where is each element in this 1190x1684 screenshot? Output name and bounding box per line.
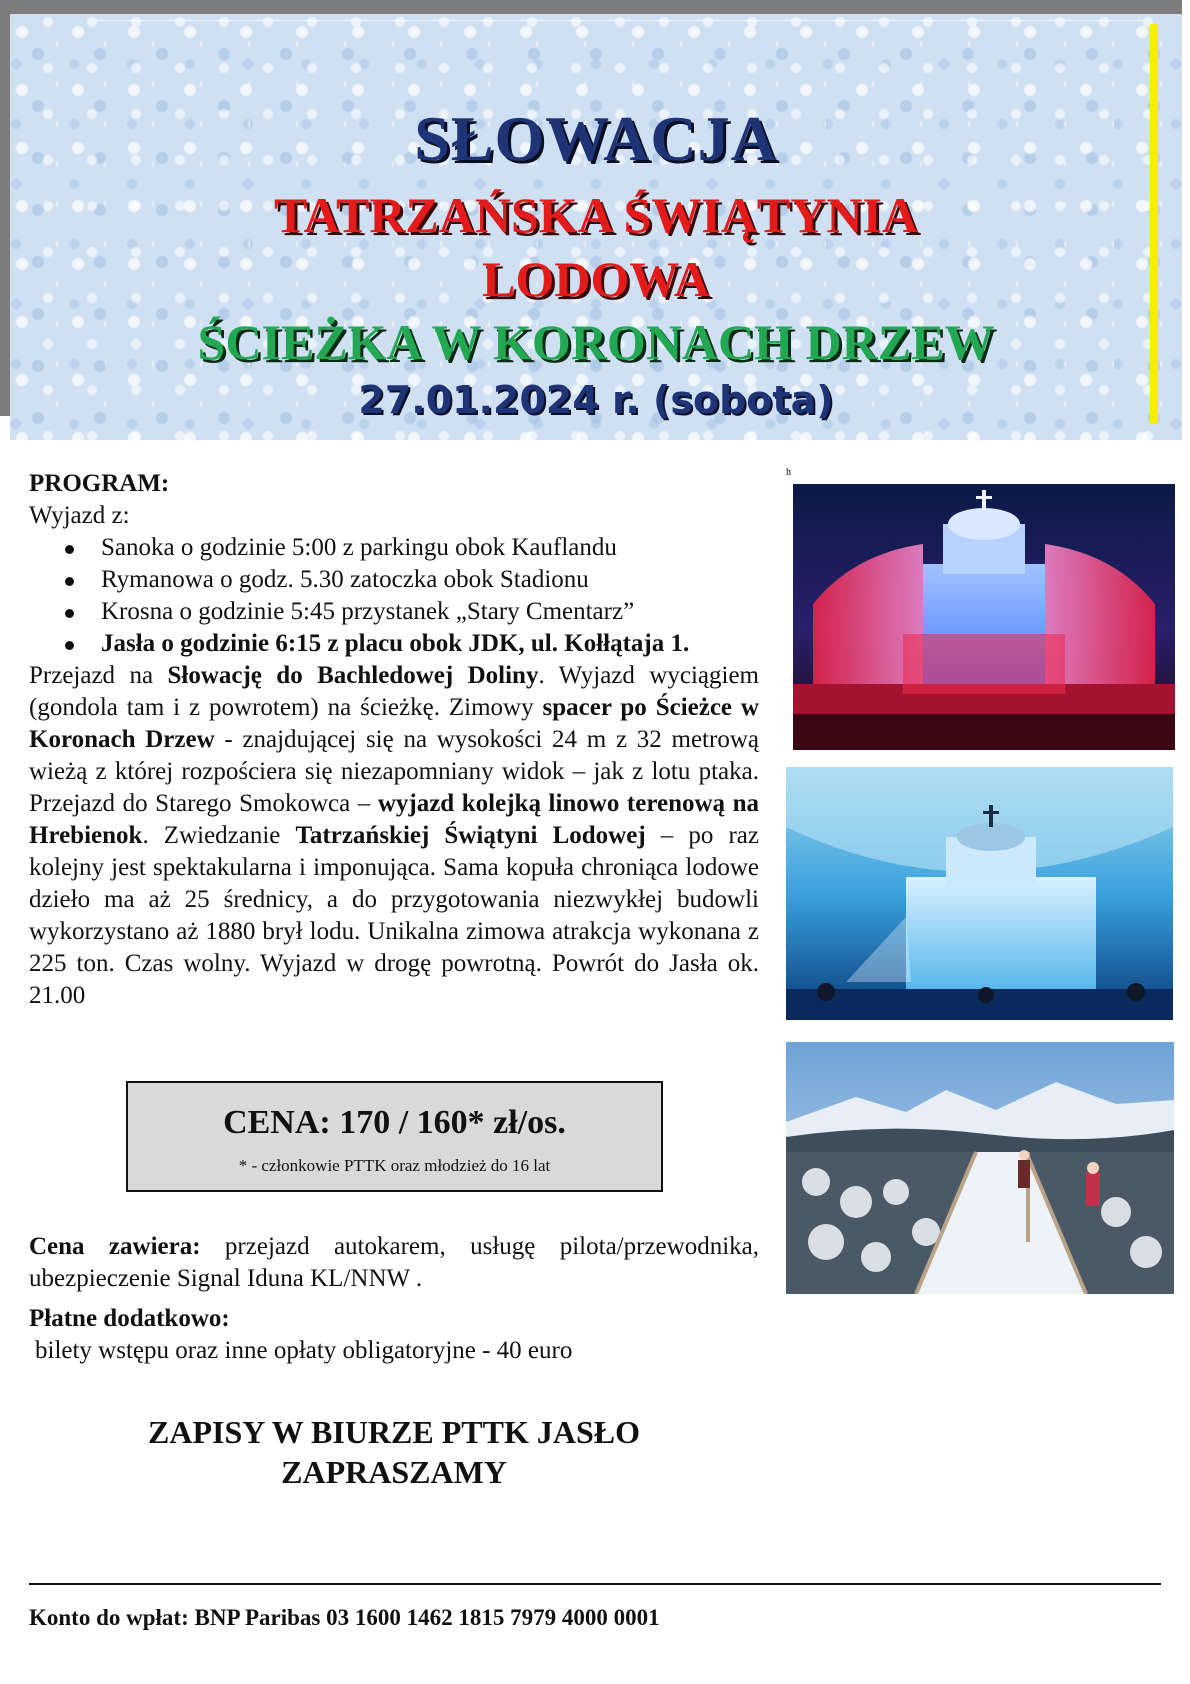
signup-info: [29, 1412, 759, 1492]
price-box: [126, 1081, 663, 1192]
includes-label: Cena zawiera:: [29, 1233, 201, 1260]
signup-line-1: ZAPISY W BIURZE PTTK JASŁO: [148, 1414, 640, 1450]
ice-temple-photo-blue: [786, 767, 1173, 1020]
price-main: CENA: 170 / 160* zł/os.: [223, 1104, 566, 1141]
trip-date: 27.01.2024 r. (sobota): [358, 378, 834, 422]
list-item: [29, 628, 759, 660]
includes-text: przejazd autokarem, usługę pilota/przewodnika, ubezpieczenie Signal Iduna KL/NNW .: [29, 1233, 759, 1292]
title-line-2: LODOWA: [482, 251, 710, 307]
tiny-mark: h: [786, 467, 791, 478]
departure-text: Sanoka o godzinie 5:00 z parkingu obok Kauflandu: [101, 534, 617, 561]
list-item: [29, 564, 759, 596]
bank-account: Konto do wpłat: BNP Paribas 03 1600 1462 1815 7979 4000 0001: [29, 1605, 660, 1630]
banner-shadow-top: [0, 0, 1182, 14]
banner-shadow-left: [0, 0, 10, 416]
ice-temple-illustration: [793, 484, 1175, 750]
ice-temple-illustration-blue: [786, 767, 1173, 1020]
bullet-icon: [65, 577, 74, 586]
description-highlight: wyjazd kolejką linowo terenową na Hrebienok: [29, 790, 759, 849]
banner-inner-line: [90, 20, 1150, 21]
departure-text: Jasła o godzinie 6:15 z placu obok JDK, ul. Kołłątaja 1.: [101, 630, 690, 657]
treetop-walk-photo: [786, 1042, 1174, 1294]
program-description: [29, 660, 759, 1012]
bullet-icon: [65, 641, 74, 650]
description-text: Przejazd na: [29, 662, 168, 689]
title-line-1: TATRZAŃSKA ŚWIĄTYNIA: [273, 187, 919, 243]
bullet-icon: [65, 545, 74, 554]
description-text: . Wyjazd wyciągiem (gondola tam i z powrotem) na ścieżkę. Zimowy: [29, 662, 759, 721]
description-highlight: Tatrzańskiej Świątyni Lodowej: [295, 822, 646, 849]
bullet-icon: [65, 609, 74, 618]
departure-label: Wyjazd z:: [29, 502, 130, 529]
description-text: – po raz kolejny jest spektakularna i imponująca. Sama kopuła chroniąca lodowe dzieło ma aż 25 średnicy, a do przygotowania niezwykłej budowli wykorzystano aż 1880 brył lodu. Unikalna zimowa atrakcja wykonana z 225 ton. Czas wolny. Wyjazd w drogę powrotną. Powrót do Jasła ok. 21.00: [29, 822, 759, 1009]
description-text: - znajdującej się na wysokości 24 m z 32 metrową wieżą z której rozpościera się niezapomniany widok – jak z lotu ptaka. Przejazd do Starego Smokowca –: [29, 726, 759, 817]
departure-text: Krosna o godzinie 5:45 przystanek „Stary Cmentarz”: [101, 598, 635, 625]
treetop-walk-illustration: [786, 1042, 1174, 1294]
extra-costs-text: bilety wstępu oraz inne opłaty obligatoryjne - 40 euro: [35, 1337, 573, 1364]
price-includes: [29, 1231, 759, 1295]
program-section: [29, 468, 759, 1012]
signup-line-2: ZAPRASZAMY: [281, 1454, 507, 1490]
program-heading: PROGRAM:: [29, 470, 170, 497]
description-text: . Zwiedzanie: [142, 822, 296, 849]
list-item: [29, 532, 759, 564]
title-line-3: ŚCIEŻKA W KORONACH DRZEW: [197, 314, 995, 370]
departure-text: Rymanowa o godz. 5.30 zatoczka obok Stadionu: [101, 566, 589, 593]
ice-temple-photo-colored: [793, 484, 1175, 750]
departure-list: [29, 532, 759, 660]
country-title: SŁOWACJA: [414, 103, 778, 174]
footer-divider: [29, 1583, 1161, 1585]
description-highlight: spacer po Ścieżce w Koronach Drzew: [29, 694, 759, 753]
description-highlight: Słowację do Bachledowej Doliny: [167, 662, 539, 689]
extra-costs-heading: Płatne dodatkowo:: [29, 1305, 230, 1332]
list-item: [29, 596, 759, 628]
price-note: * - członkowie PTTK oraz młodzież do 16 lat: [238, 1156, 551, 1175]
